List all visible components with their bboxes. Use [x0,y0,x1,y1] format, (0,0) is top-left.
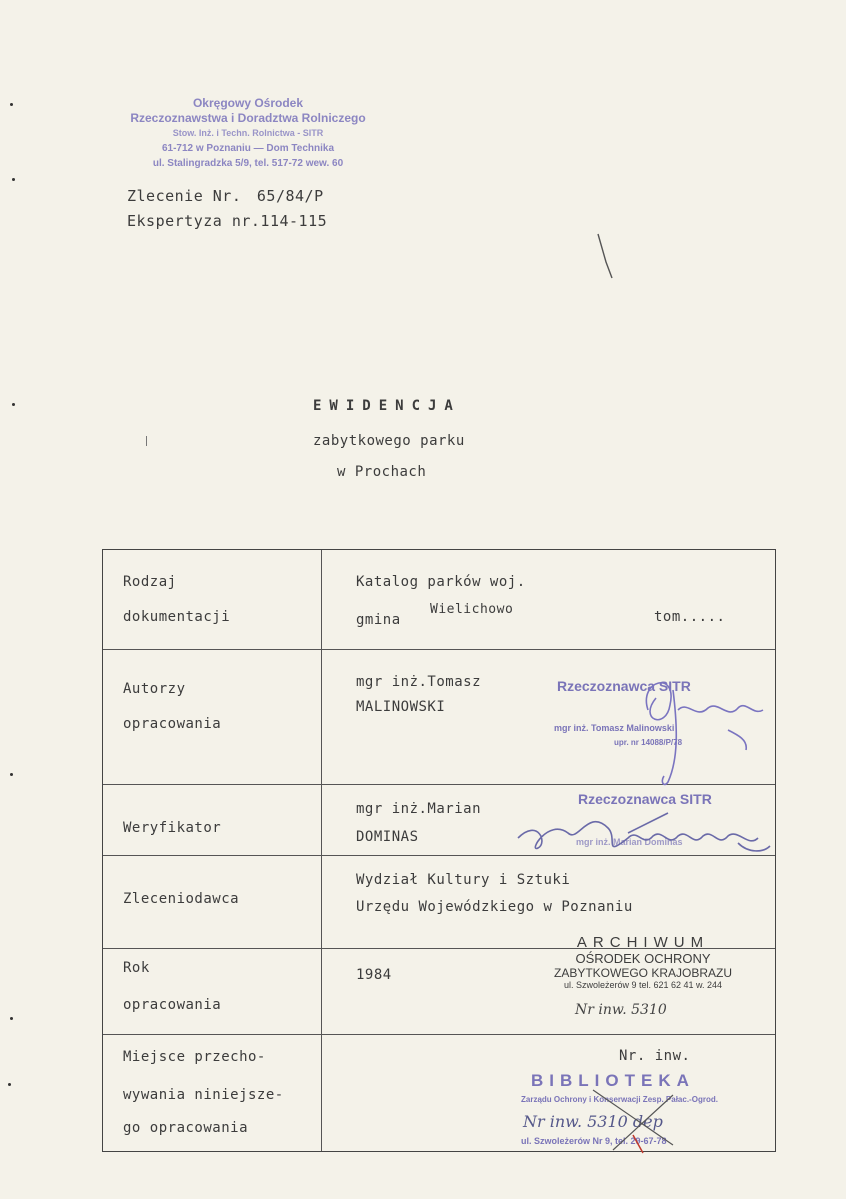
signature-dominas [508,798,778,868]
expertise-number: Ekspertyza nr.114-115 [127,212,328,230]
row-label: Zleceniodawca [123,891,240,907]
document-subtitle: zabytkowego parku [313,433,465,449]
library-stamp-line: ul. Szwoleżerów Nr 9, tel. 29-67-78 [521,1136,667,1146]
row-value: mgr inż.Tomasz [356,674,482,690]
document-location: w Prochach [337,464,427,480]
inventory-number-label: Nr. inw. [619,1048,691,1064]
row-label: Miejsce przecho- [123,1049,266,1065]
row-label: Weryfikator [123,820,222,836]
row-label: opracowania [123,997,222,1013]
pen-mark [596,232,616,282]
margin-mark [12,403,15,406]
margin-mark [12,178,15,181]
row-value: DOMINAS [356,829,419,845]
margin-mark [10,103,13,106]
expert-stamp-number: upr. nr 14088/P/78 [614,738,683,747]
row-value: Katalog parków woj. [356,574,526,590]
library-stamp-line: Zarządu Ochrony i Konserwacji Zesp. Pałac.-Ogrod. [521,1095,718,1104]
margin-mark [10,1017,13,1020]
order-label: Zlecenie Nr. [127,187,242,205]
volume-field: tom..... [654,609,726,625]
cross-out-mark [573,1085,683,1155]
archive-stamp-line: OŚRODEK OCHRONY [575,951,711,966]
margin-mark [10,773,13,776]
stamp-line: Stow. Inż. i Techn. Rolnictwa - SITR [172,128,324,138]
row-value: MALINOWSKI [356,699,446,715]
archive-stamp-line: ARCHIWUM [576,934,710,951]
verifier-stamp-name: mgr inż. Marian Dominas [576,837,683,847]
verifier-stamp-title: Rzeczoznawca SITR [578,791,712,807]
institution-stamp [118,96,378,171]
column-divider [321,550,322,1151]
row-label: opracowania [123,716,222,732]
expert-stamp-title: Rzeczoznawca SITR [557,678,691,694]
row-label: go opracowania [123,1120,249,1136]
library-inventory-number: Nr inw. 5310 dep [523,1112,663,1131]
gmina-value: Wielichowo [430,602,514,617]
order-number [127,187,324,205]
gmina-label: gmina [356,612,401,628]
order-value: 65/84/P [256,187,324,205]
record-table [102,549,776,1152]
signature-malinowski [578,650,778,790]
document-title: EWIDENCJA [313,398,461,414]
stray-mark [146,436,147,446]
archive-stamp [523,934,763,990]
archive-stamp-line: ul. Szwoleżerów 9 tel. 621 62 41 w. 244 [563,980,723,990]
row-value: Urzędu Wojewódzkiego w Poznaniu [356,899,633,915]
row-label: Rok [123,960,150,976]
stamp-line: Rzeczoznawstwa i Doradztwa Rolniczego [130,111,366,125]
archive-inventory-number: Nr inw. 5310 [575,1002,667,1018]
stamp-line: ul. Stalingradzka 5/9, tel. 517-72 wew. 60 [152,158,344,169]
row-value: 1984 [356,967,392,983]
row-divider [103,1034,775,1035]
stamp-line: Okręgowy Ośrodek [192,96,304,110]
row-label: dokumentacji [123,609,231,625]
row-value: Wydział Kultury i Sztuki [356,872,571,888]
row-label: wywania niniejsze- [123,1087,284,1103]
margin-mark [8,1083,11,1086]
library-stamp-title: BIBLIOTEKA [531,1071,695,1090]
stamp-line: 61-712 w Poznaniu — Dom Technika [161,143,335,154]
row-label: Autorzy [123,681,186,697]
row-label: Rodzaj [123,574,177,590]
expert-stamp-name: mgr inż. Tomasz Malinowski [554,723,675,733]
row-value: mgr inż.Marian [356,801,482,817]
archive-stamp-line: ZABYTKOWEGO KRAJOBRAZU [553,966,733,980]
